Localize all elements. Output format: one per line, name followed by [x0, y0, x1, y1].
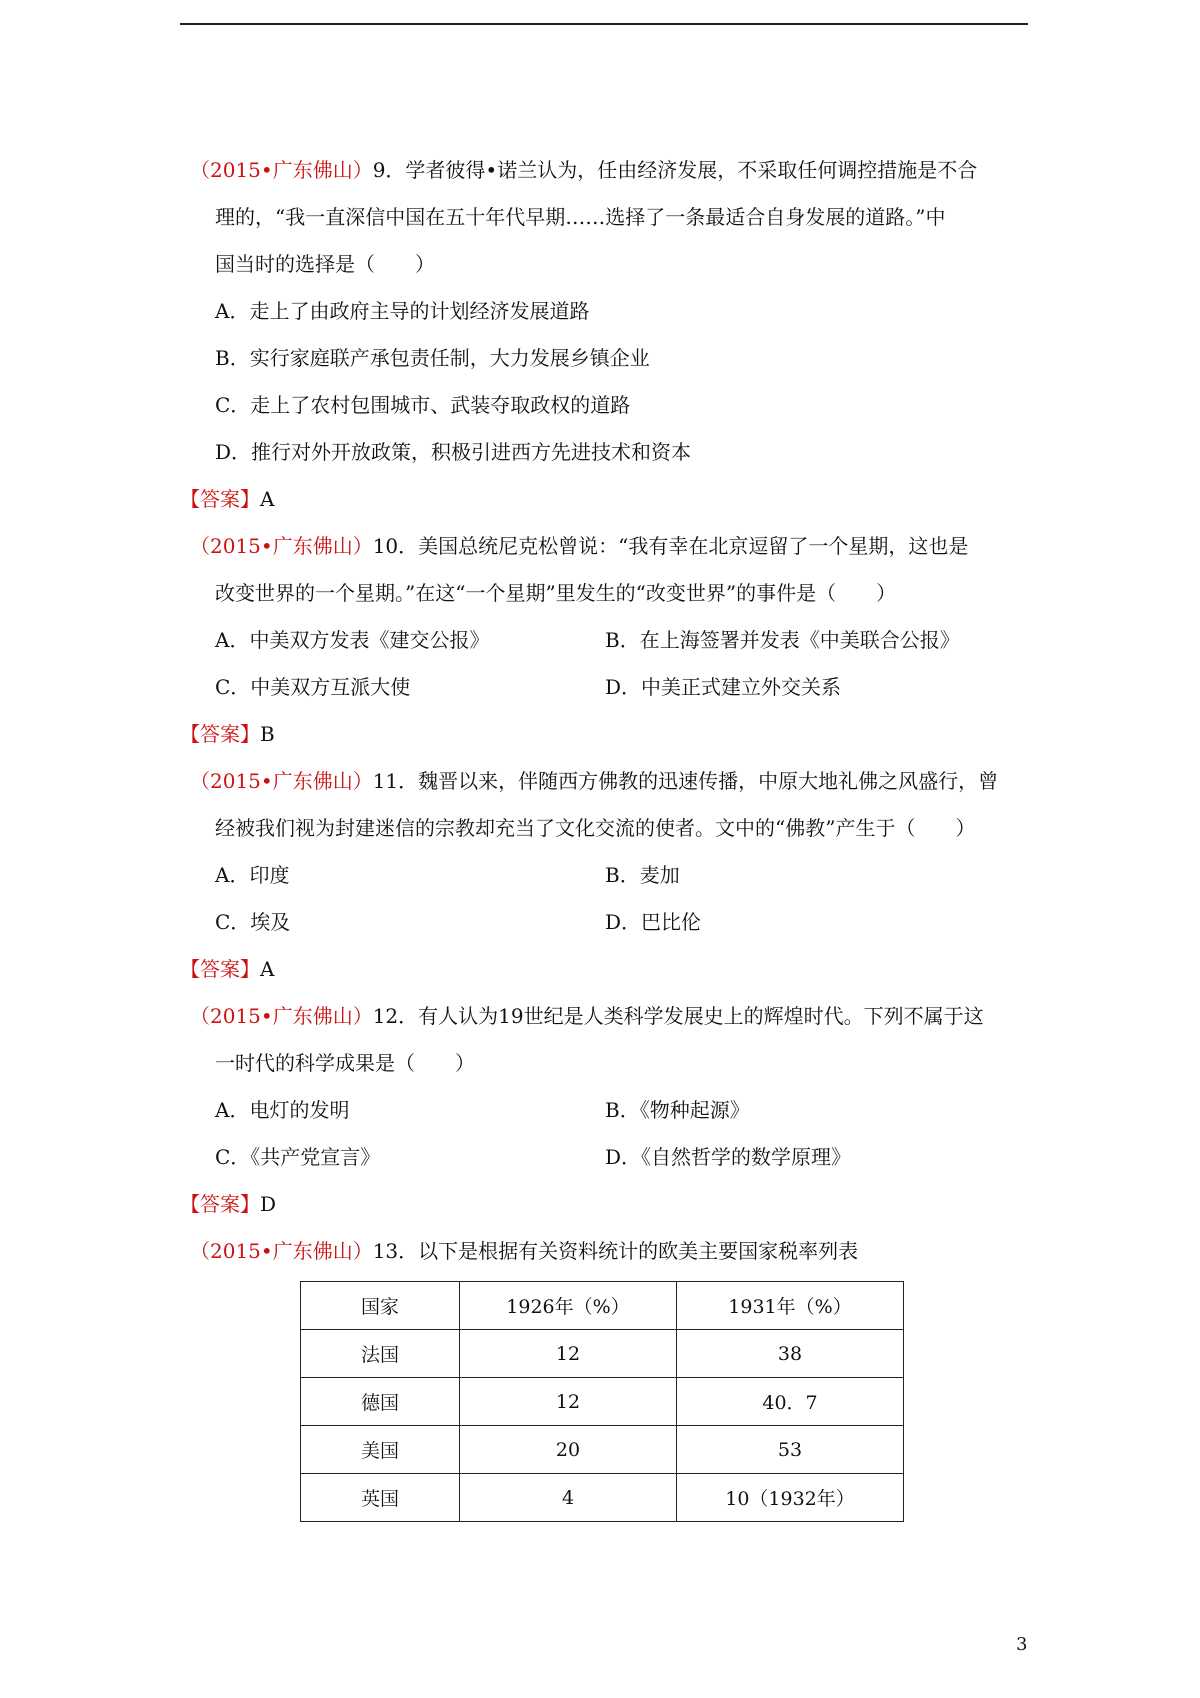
- option-row: [190, 1134, 1030, 1181]
- option-a: A．中美双方发表《建交公报》: [215, 628, 490, 652]
- option-c: C．走上了农村包围城市、武装夺取政权的道路: [215, 393, 631, 417]
- tax-rate-table: [300, 1281, 904, 1522]
- question-11-line-1: [190, 758, 1030, 805]
- question-9: [180, 147, 1030, 523]
- option-d: D．推行对外开放政策，积极引进西方先进技术和资本: [215, 440, 692, 464]
- answer-value: D: [260, 1192, 277, 1216]
- table-header-cell: 1926年（%）: [460, 1282, 677, 1330]
- option-c: C．埃及: [215, 910, 291, 934]
- answer-line: [180, 1181, 1030, 1228]
- table-row: [301, 1378, 904, 1426]
- question-13-line-1: [190, 1228, 1030, 1275]
- answer-line: [180, 476, 1030, 523]
- option-c: C．中美双方互派大使: [215, 675, 411, 699]
- option-a: A．印度: [215, 863, 290, 887]
- question-11-line-2: 经被我们视为封建迷信的宗教却充当了文化交流的使者。文中的“佛教”产生于（ ）: [215, 816, 976, 840]
- option-row: [190, 899, 1030, 946]
- option-row: [190, 852, 1030, 899]
- answer-label: 【答案】: [180, 1192, 260, 1216]
- question-10-line-2: 改变世界的一个星期。”在这“一个星期”里发生的“改变世界”的事件是（ ）: [215, 581, 897, 605]
- answer-label: 【答案】: [180, 722, 260, 746]
- table-cell: 10（1932年）: [677, 1474, 904, 1522]
- question-9-line-2: 理的，“我一直深信中国在五十年代早期……选择了一条最适合自身发展的道路。”中: [215, 205, 946, 229]
- question-source: （2015•广东佛山）: [190, 1239, 373, 1263]
- table-cell: 53: [677, 1426, 904, 1474]
- question-12-line-2: 一时代的科学成果是（ ）: [215, 1051, 475, 1075]
- answer-value: A: [260, 487, 275, 511]
- option-d: D．中美正式建立外交关系: [605, 675, 842, 699]
- table-cell: 38: [677, 1330, 904, 1378]
- top-rule: [180, 23, 1028, 25]
- table-cell: 英国: [301, 1474, 460, 1522]
- table-cell: 4: [460, 1474, 677, 1522]
- option-b: B．实行家庭联产承包责任制，大力发展乡镇企业: [215, 346, 650, 370]
- answer-value: B: [260, 722, 275, 746]
- option-a: A．走上了由政府主导的计划经济发展道路: [215, 299, 590, 323]
- question-12: [180, 993, 1030, 1228]
- answer-value: A: [260, 957, 275, 981]
- answer-label: 【答案】: [180, 957, 260, 981]
- question-source: （2015•广东佛山）: [190, 1004, 373, 1028]
- question-text: 10．美国总统尼克松曾说：“我有幸在北京逗留了一个星期，这也是: [372, 534, 969, 558]
- page-number: 3: [1016, 1634, 1028, 1655]
- option-row: [190, 617, 1030, 664]
- answer-label: 【答案】: [180, 487, 260, 511]
- question-10-line-1: [190, 523, 1030, 570]
- question-text: 9．学者彼得•诺兰认为，任由经济发展，不采取任何调控措施是不合: [372, 158, 978, 182]
- table-cell: 40．7: [677, 1378, 904, 1426]
- option-b: B．《物种起源》: [605, 1098, 750, 1122]
- question-source: （2015•广东佛山）: [190, 769, 373, 793]
- table-cell: 德国: [301, 1378, 460, 1426]
- table-cell: 法国: [301, 1330, 460, 1378]
- option-b: B．麦加: [605, 863, 680, 887]
- question-9-line-1: [190, 147, 1030, 194]
- table-cell: 20: [460, 1426, 677, 1474]
- table-header-cell: 国家: [301, 1282, 460, 1330]
- question-10: [180, 523, 1030, 758]
- question-text: 12．有人认为19世纪是人类科学发展史上的辉煌时代。下列不属于这: [372, 1004, 984, 1028]
- question-13: [190, 1228, 1030, 1275]
- question-source: （2015•广东佛山）: [190, 158, 373, 182]
- option-b: B．在上海签署并发表《中美联合公报》: [605, 628, 960, 652]
- table-row: [301, 1474, 904, 1522]
- option-row: [190, 1087, 1030, 1134]
- table-cell: 美国: [301, 1426, 460, 1474]
- question-text: 13．以下是根据有关资料统计的欧美主要国家税率列表: [372, 1239, 859, 1263]
- question-text: 11．魏晋以来，伴随西方佛教的迅速传播，中原大地礼佛之风盛行，曾: [372, 769, 999, 793]
- question-11: [180, 758, 1030, 993]
- question-source: （2015•广东佛山）: [190, 534, 373, 558]
- table-row: [301, 1330, 904, 1378]
- question-12-line-1: [190, 993, 1030, 1040]
- option-d: D．巴比伦: [605, 910, 702, 934]
- table-row: [301, 1426, 904, 1474]
- question-9-line-3: 国当时的选择是（ ）: [215, 252, 435, 276]
- option-row: [190, 664, 1030, 711]
- table-cell: 12: [460, 1378, 677, 1426]
- table-header-row: [301, 1282, 904, 1330]
- option-c: C．《共产党宣言》: [215, 1145, 381, 1169]
- table-header-cell: 1931年（%）: [677, 1282, 904, 1330]
- answer-line: [180, 711, 1030, 758]
- option-d: D．《自然哲学的数学原理》: [605, 1145, 852, 1169]
- table-cell: 12: [460, 1330, 677, 1378]
- option-a: A．电灯的发明: [215, 1098, 350, 1122]
- answer-line: [180, 946, 1030, 993]
